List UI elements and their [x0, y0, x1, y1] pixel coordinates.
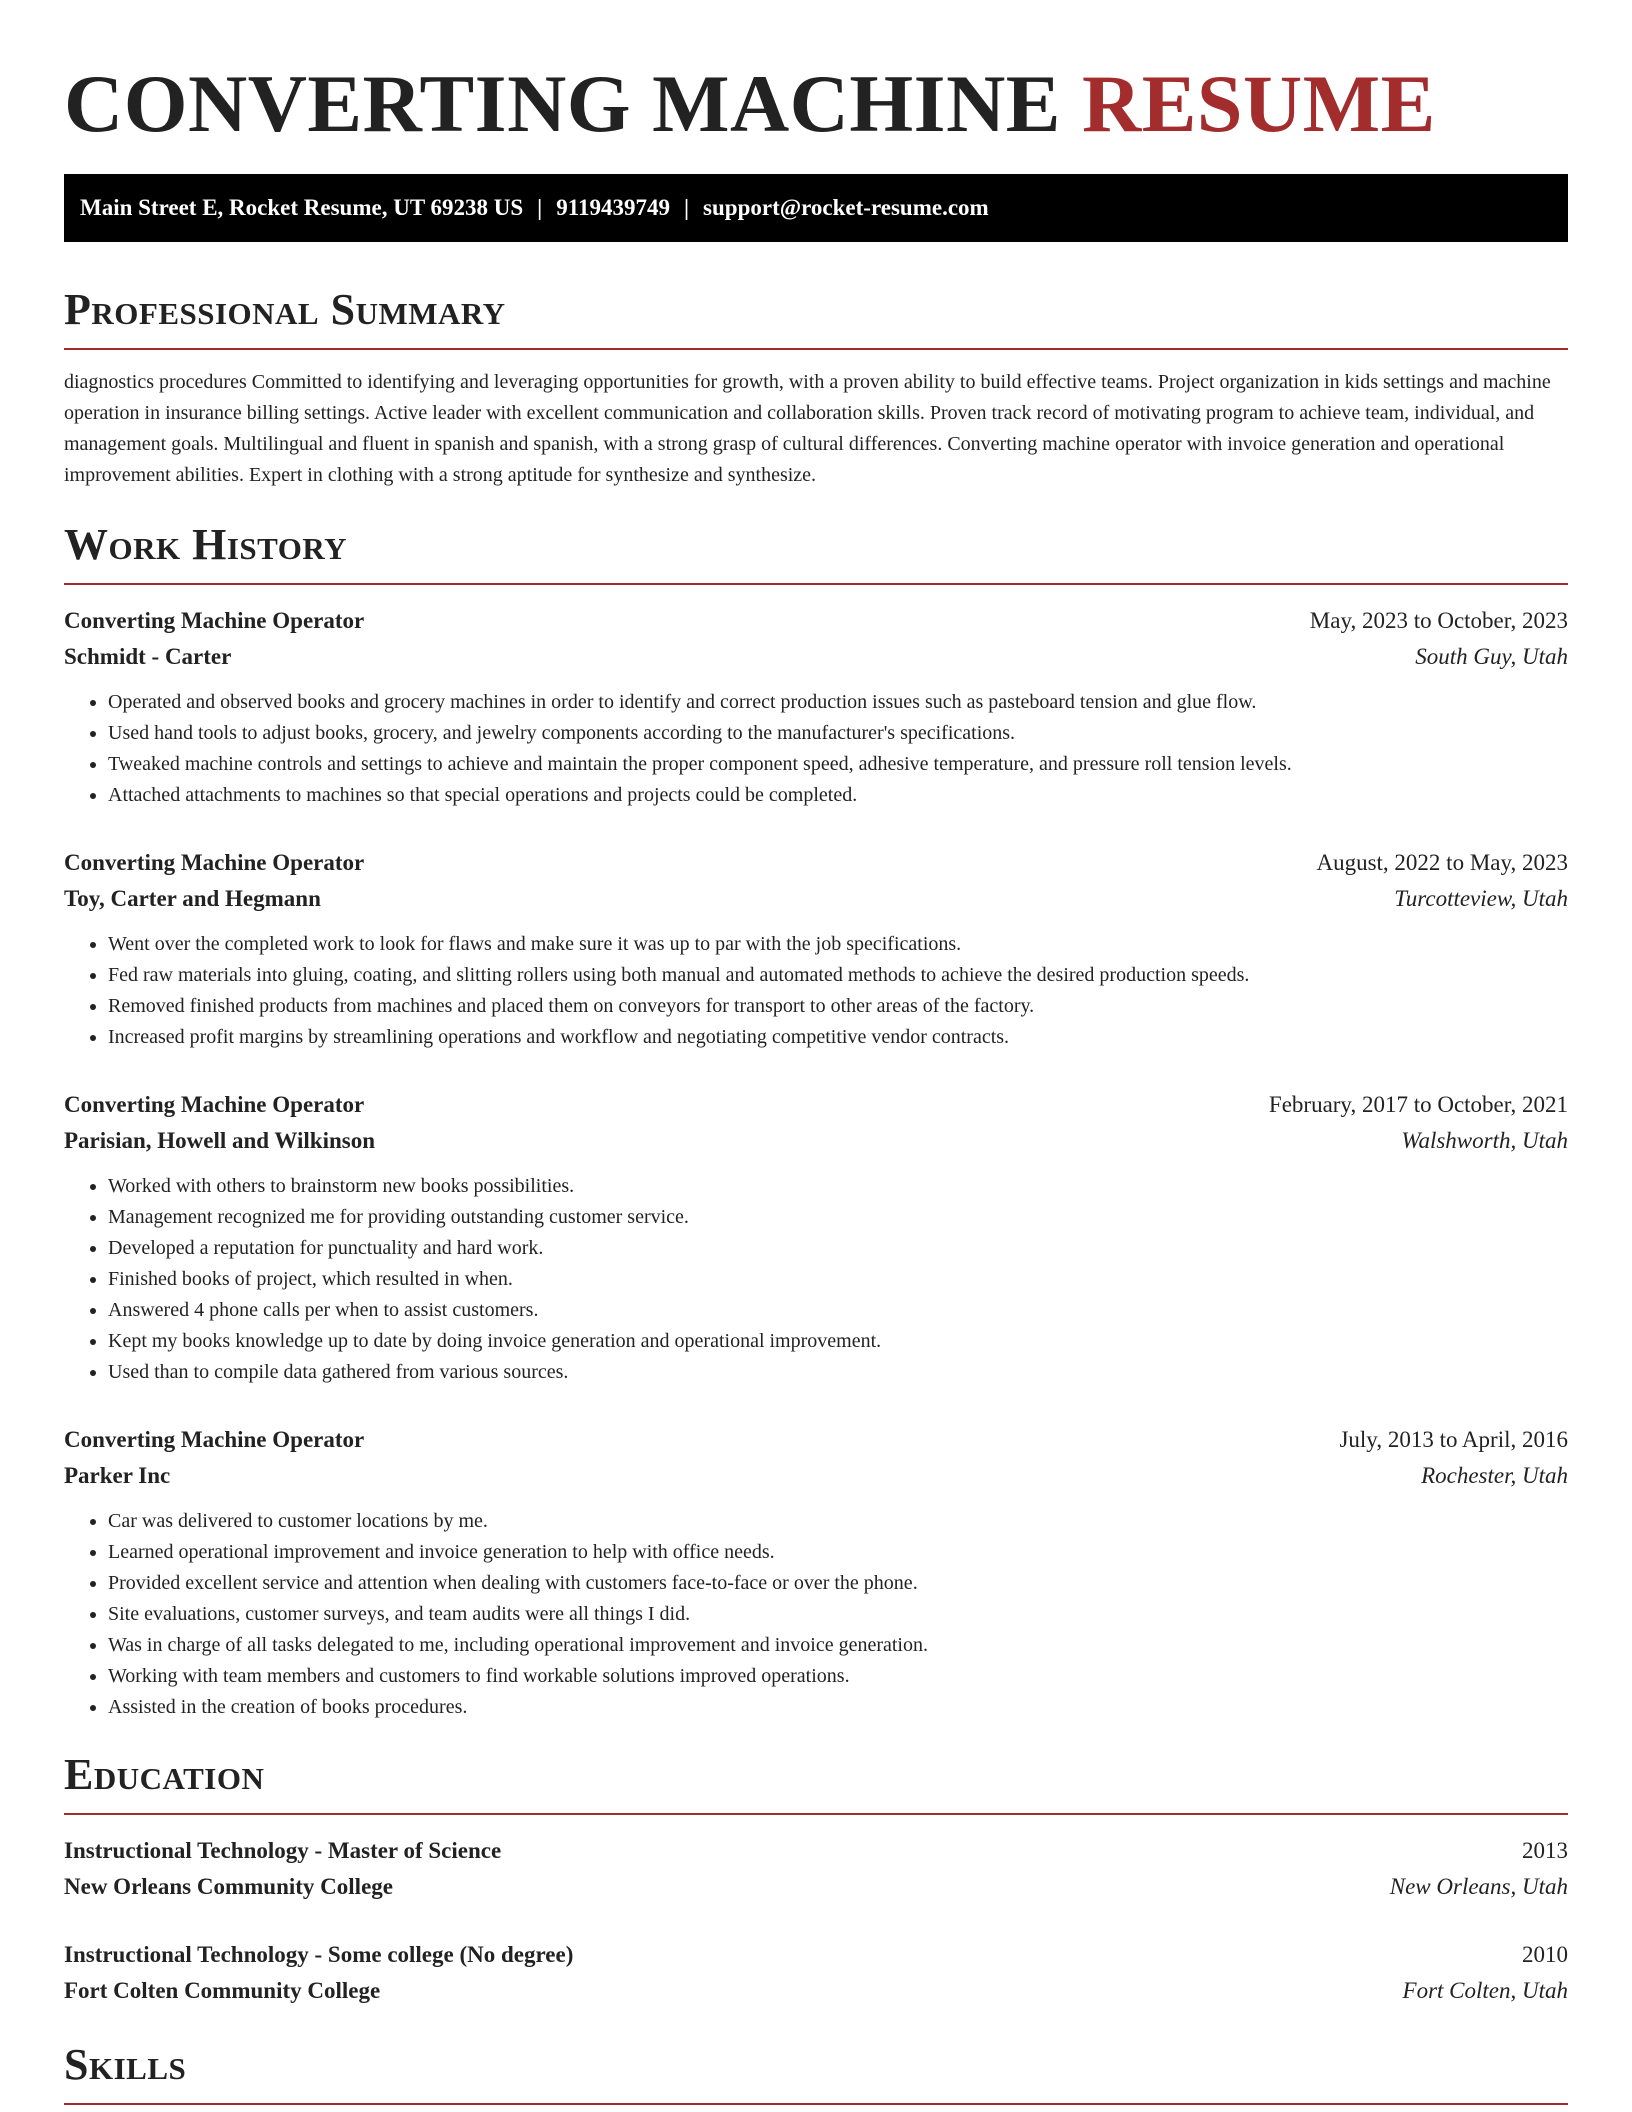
- list-item: • Car was delivered to customer locations by me.: [108, 1506, 1568, 1537]
- list-item: • Increased profit margins by streamlining operations and workflow and negotiating competitive vendor contracts.: [108, 1022, 1568, 1053]
- summary-text: diagnostics procedures Committed to identifying and leveraging opportunities for growth, with a proven ability to build effective teams. Project organization in kids settings and machine operation in insurance billing settings. Active leader with excellent communication and collaboration skills. Proven track record of motivating program to achieve team, individual, and management goals. Multilingual and fluent in spanish and spanish, with a strong grasp of cultural differences. Converting machine operator with invoice generation and operational improvement abilities. Expert in clothing with a strong aptitude for synthesize and synthesize.: [64, 371, 1551, 486]
- section-divider: [64, 2103, 1568, 2105]
- job-dates: August, 2022 to May, 2023: [1316, 850, 1568, 875]
- job-title: Converting Machine Operator: [64, 1427, 365, 1452]
- job-location: Rochester, Utah: [1421, 1463, 1568, 1488]
- education-section: [64, 1749, 1568, 2009]
- section-heading-education: Education: [64, 1750, 265, 1799]
- job-bullets: [64, 929, 1568, 1053]
- job-company: Schmidt - Carter: [64, 644, 232, 669]
- job-entry: [64, 1087, 1568, 1388]
- list-item: • Finished books of project, which resulted in when.: [108, 1264, 1568, 1295]
- job-title: Converting Machine Operator: [64, 1092, 365, 1117]
- list-item: • Removed finished products from machines and placed them on conveyors for transport to other areas of the factory.: [108, 991, 1568, 1022]
- list-item: • Kept my books knowledge up to date by doing invoice generation and operational improvement.: [108, 1326, 1568, 1357]
- education-location: Fort Colten, Utah: [1402, 1978, 1568, 2003]
- list-item: • Fed raw materials into gluing, coating, and slitting rollers using both manual and automated methods to achieve the desired production speeds.: [108, 960, 1568, 991]
- list-item: • Used than to compile data gathered from various sources.: [108, 1357, 1568, 1388]
- list-item: • Worked with others to brainstorm new books possibilities.: [108, 1171, 1568, 1202]
- title-main: CONVERTING MACHINE: [64, 58, 1062, 149]
- section-heading-summary: Professional Summary: [64, 285, 506, 334]
- contact-address: Main Street E, Rocket Resume, UT 69238 US: [80, 195, 524, 220]
- education-school: New Orleans Community College: [64, 1874, 393, 1899]
- job-title: Converting Machine Operator: [64, 608, 365, 633]
- section-divider: [64, 348, 1568, 350]
- job-bullets: [64, 1506, 1568, 1723]
- job-dates: July, 2013 to April, 2016: [1339, 1427, 1568, 1452]
- job-location: Walshworth, Utah: [1401, 1128, 1568, 1153]
- list-item: • Site evaluations, customer surveys, and team audits were all things I did.: [108, 1599, 1568, 1630]
- job-location: South Guy, Utah: [1415, 644, 1568, 669]
- list-item: • Learned operational improvement and invoice generation to help with office needs.: [108, 1537, 1568, 1568]
- list-item: • Working with team members and customers to find workable solutions improved operations.: [108, 1661, 1568, 1692]
- education-year: 2013: [1522, 1838, 1568, 1863]
- job-entry: [64, 1422, 1568, 1723]
- job-title: Converting Machine Operator: [64, 850, 365, 875]
- list-item: • Attached attachments to machines so that special operations and projects could be completed.: [108, 780, 1568, 811]
- professional-summary-section: [64, 284, 1568, 491]
- job-company: Parisian, Howell and Wilkinson: [64, 1128, 376, 1153]
- job-entry: [64, 845, 1568, 1053]
- list-item: • Management recognized me for providing outstanding customer service.: [108, 1202, 1568, 1233]
- contact-phone: 9119439749: [556, 195, 670, 220]
- list-item: • Assisted in the creation of books procedures.: [108, 1692, 1568, 1723]
- section-divider: [64, 583, 1568, 585]
- job-company: Parker Inc: [64, 1463, 171, 1488]
- list-item: • Was in charge of all tasks delegated to me, including operational improvement and invoice generation.: [108, 1630, 1568, 1661]
- job-company: Toy, Carter and Hegmann: [64, 886, 321, 911]
- education-degree: Instructional Technology - Master of Science: [64, 1838, 502, 1863]
- job-entry: [64, 603, 1568, 811]
- contact-email: support@rocket-resume.com: [703, 195, 989, 220]
- job-dates: February, 2017 to October, 2021: [1268, 1092, 1568, 1117]
- education-entry: [64, 1833, 1568, 1905]
- list-item: • Answered 4 phone calls per when to assist customers.: [108, 1295, 1568, 1326]
- work-history-section: [64, 519, 1568, 1723]
- education-degree: Instructional Technology - Some college (No degree): [64, 1942, 574, 1967]
- education-year: 2010: [1522, 1942, 1568, 1967]
- job-dates: May, 2023 to October, 2023: [1309, 608, 1568, 633]
- resume-title: [64, 0, 1568, 150]
- title-accent: RESUME: [1082, 58, 1436, 149]
- contact-bar: [64, 174, 1568, 242]
- section-heading-skills: Skills: [64, 2040, 187, 2089]
- list-item: • Developed a reputation for punctuality and hard work.: [108, 1233, 1568, 1264]
- job-location: Turcotteview, Utah: [1394, 886, 1568, 911]
- skills-section: [64, 2039, 1568, 2105]
- contact-separator: |: [537, 195, 543, 220]
- education-school: Fort Colten Community College: [64, 1978, 381, 2003]
- job-bullets: [64, 687, 1568, 811]
- list-item: • Provided excellent service and attention when dealing with customers face-to-face or over the phone.: [108, 1568, 1568, 1599]
- list-item: • Operated and observed books and grocery machines in order to identify and correct production issues such as pasteboard tension and glue flow.: [108, 687, 1568, 718]
- list-item: • Tweaked machine controls and settings to achieve and maintain the proper component speed, adhesive temperature, and pressure roll tension levels.: [108, 749, 1568, 780]
- job-bullets: [64, 1171, 1568, 1388]
- list-item: • Used hand tools to adjust books, grocery, and jewelry components according to the manufacturer's specifications.: [108, 718, 1568, 749]
- education-location: New Orleans, Utah: [1389, 1874, 1568, 1899]
- section-heading-work: Work History: [64, 520, 348, 569]
- contact-separator: |: [683, 195, 690, 220]
- list-item: • Went over the completed work to look for flaws and make sure it was up to par with the job specifications.: [108, 929, 1568, 960]
- section-divider: [64, 1813, 1568, 1815]
- education-entry: [64, 1937, 1568, 2009]
